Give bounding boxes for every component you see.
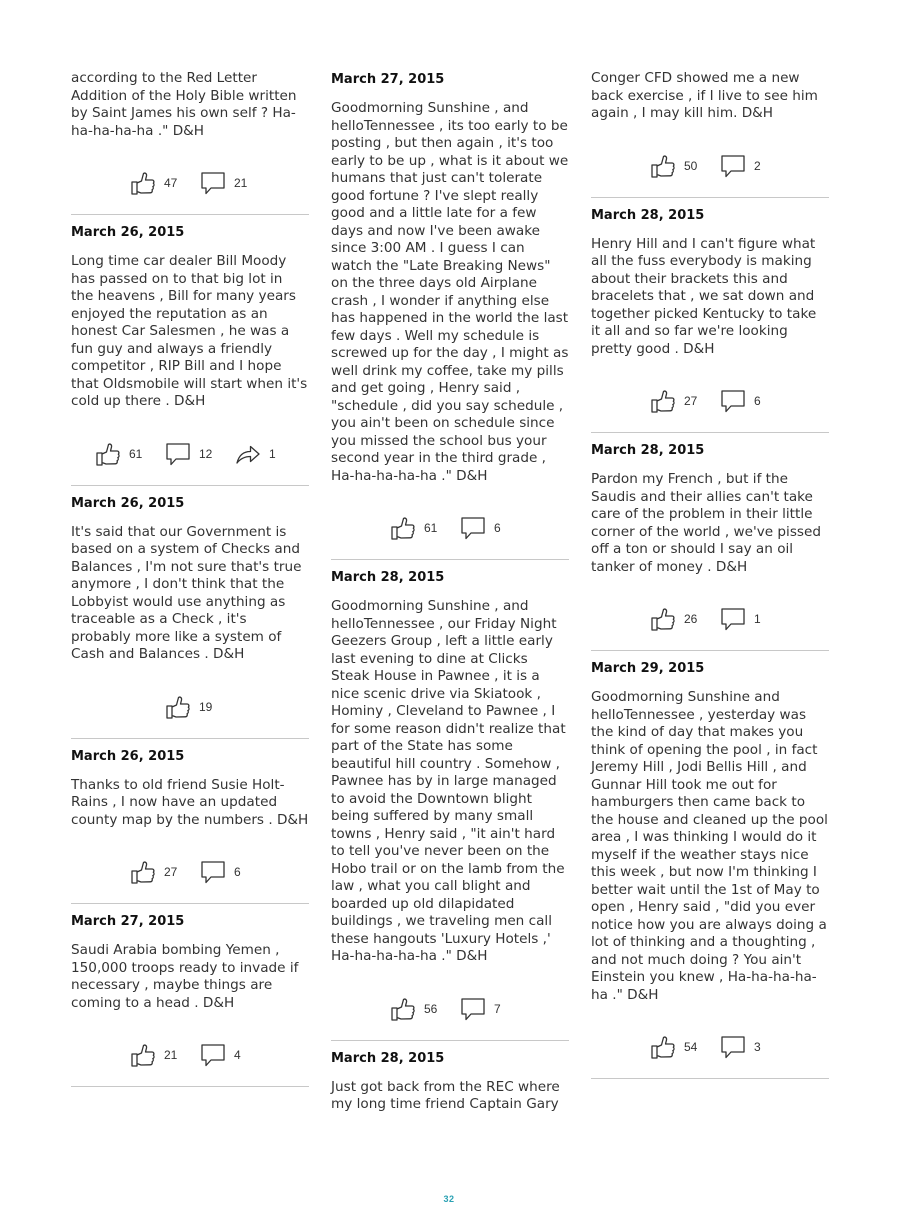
comment-button[interactable] <box>720 606 770 632</box>
like-count: 19 <box>199 699 213 714</box>
post <box>591 651 829 1079</box>
like-count: 54 <box>684 1040 698 1054</box>
comment-count: 1 <box>754 612 761 626</box>
thumbs-up-icon <box>650 1034 676 1060</box>
comment-button[interactable] <box>200 859 250 885</box>
like-count: 27 <box>164 865 178 879</box>
post <box>71 739 309 905</box>
comment-button[interactable] <box>720 1034 770 1060</box>
comment-count: 21 <box>234 176 248 190</box>
post-stats <box>71 1036 309 1074</box>
thumbs-up-icon <box>650 606 676 632</box>
post-stats <box>331 509 569 547</box>
post-date: March 28, 2015 <box>331 570 445 585</box>
comment-count: 4 <box>234 1048 241 1062</box>
thumbs-up-icon <box>650 153 676 179</box>
column-2 <box>331 62 569 1114</box>
thumbs-up-icon <box>390 515 416 541</box>
speech-bubble-icon <box>460 996 486 1022</box>
like-button[interactable] <box>95 441 145 467</box>
like-count: 27 <box>684 394 698 408</box>
comment-button[interactable] <box>460 996 510 1022</box>
post <box>71 486 309 739</box>
post-divider <box>591 1078 829 1079</box>
post-date: March 26, 2015 <box>71 225 185 240</box>
post <box>71 62 309 215</box>
comment-count: 3 <box>754 1040 761 1054</box>
comment-button[interactable] <box>720 388 770 414</box>
thumbs-up-icon <box>390 996 416 1022</box>
speech-bubble-icon <box>460 515 486 541</box>
like-button[interactable] <box>165 694 215 720</box>
post-stats <box>71 435 309 473</box>
post-body: It's said that our Government is based on a system of Checks and Balances , I'm not sure that's true anymore , I don't think that the Lobbyist would use anything as traceable as a Check , it's probably more like a system of Cash and Balances . D&H <box>71 523 302 662</box>
post <box>591 433 829 651</box>
post-body: according to the Red Letter Addition of the Holy Bible written by Saint James his own self ? Ha-ha-ha-ha-ha ." D&H <box>71 70 297 139</box>
speech-bubble-icon <box>720 1034 746 1060</box>
like-button[interactable] <box>130 859 180 885</box>
like-button[interactable] <box>650 606 700 632</box>
post-stats <box>591 147 829 185</box>
thumbs-up-icon <box>650 388 676 414</box>
comment-button[interactable] <box>200 1042 250 1068</box>
post <box>331 1041 569 1114</box>
like-count: 21 <box>164 1048 178 1062</box>
post-divider <box>71 1086 309 1087</box>
post-date: March 27, 2015 <box>71 914 185 929</box>
like-count: 26 <box>684 612 698 626</box>
comment-count: 2 <box>754 158 761 173</box>
post-stats <box>71 853 309 891</box>
speech-bubble-icon <box>720 606 746 632</box>
thumbs-up-icon <box>130 1042 156 1068</box>
like-count: 47 <box>164 176 178 190</box>
post-body: Conger CFD showed me a new back exercise , if I live to see him again , I may kill him. D&H <box>591 70 818 121</box>
speech-bubble-icon <box>720 388 746 414</box>
share-arrow-icon <box>235 441 261 467</box>
post-body: Just got back from the REC where my long time friend Captain Gary <box>331 1078 560 1112</box>
thumbs-up-icon <box>130 859 156 885</box>
post-date: March 26, 2015 <box>71 748 185 764</box>
post-body: Goodmorning Sunshine and helloTennessee , yesterday was the kind of day that makes you think of opening the pool , in fact Jeremy Hill , Jodi Bellis Hill , and Gunnar Hill took me out for hamburgers then came back to the house and cleaned up the pool area , I was thinking I would do it myself if the weather stays nice this week , but now I'm thinking I better wait until the 1st of May to open , Henry said , "did you ever notice how you are always doing a lot of thinking and a thoughting , and not much doing ? You ain't Einstein you knew , Ha-ha-ha-ha-ha ." D&H <box>591 689 828 1003</box>
comment-count: 6 <box>234 865 241 879</box>
post-body: Long time car dealer Bill Moody has passed on to that big lot in the heavens , Bill for many years enjoyed the reputation as an honest Car Salesmen , he was a fun guy and always a friendly competitor , RIP Bill and I hope that Oldsmobile will start when it's cold up there . D&H <box>71 253 308 409</box>
like-button[interactable] <box>390 996 440 1022</box>
post-stats <box>331 990 569 1028</box>
comment-count: 12 <box>199 446 213 461</box>
post <box>71 215 309 486</box>
share-button[interactable] <box>235 441 285 467</box>
post-stats <box>71 164 309 202</box>
thumbs-up-icon <box>165 694 191 720</box>
comment-button[interactable] <box>165 441 215 467</box>
like-button[interactable] <box>390 515 440 541</box>
thumbs-up-icon <box>130 170 156 196</box>
like-button[interactable] <box>130 1042 180 1068</box>
post-date: March 29, 2015 <box>591 661 705 676</box>
column-1 <box>71 62 309 1087</box>
like-count: 50 <box>684 158 698 173</box>
like-count: 61 <box>424 521 438 535</box>
post <box>591 62 829 198</box>
post <box>331 560 569 1041</box>
post-date: March 27, 2015 <box>331 72 445 87</box>
post-date: March 28, 2015 <box>591 207 705 223</box>
post-body: Thanks to old friend Susie Holt-Rains , I now have an updated county map by the numbers . D&H <box>71 776 309 828</box>
comment-count: 6 <box>754 394 761 408</box>
post <box>71 904 309 1087</box>
post-body: Goodmorning Sunshine , and helloTennessee , our Friday Night Geezers Group , left a little early last evening to dine at Clicks Steak House in Pawnee , it is a nice scenic drive via Skiatook , Hominy , Cleveland to Pawnee , I for some reason didn't realize that part of the State has some beautiful hill country . Somehow , Pawnee has by in large managed to avoid the Downtown blight being suffered by many small towns , Henry said , "it ain't hard to tell you've never been on the Hobo trail or on the lamb from the law , what you call blight and boarded up old dilapidated buildings , we traveling men call these hangouts 'Luxury Hotels ,' Ha-ha-ha-ha-ha ." D&H <box>331 598 566 964</box>
post-body: Henry Hill and I can't figure what all the fuss everybody is making about their brackets this and bracelets that , we sat down and together picked Kentucky to take it all and so far we're looking pretty good . D&H <box>591 235 817 357</box>
comment-count: 7 <box>494 1001 501 1016</box>
post-stats <box>591 1028 829 1066</box>
like-button[interactable] <box>130 170 180 196</box>
like-button[interactable] <box>650 153 700 179</box>
post <box>591 198 829 434</box>
like-count: 61 <box>129 446 143 461</box>
speech-bubble-icon <box>165 441 191 467</box>
post-date: March 26, 2015 <box>71 495 185 511</box>
post-date: March 28, 2015 <box>591 443 705 458</box>
comment-count: 6 <box>494 521 501 535</box>
like-button[interactable] <box>650 388 700 414</box>
comment-button[interactable] <box>200 170 250 196</box>
comment-button[interactable] <box>460 515 510 541</box>
page-number: 32 <box>443 1194 455 1204</box>
speech-bubble-icon <box>200 1042 226 1068</box>
post-stats <box>71 688 309 726</box>
thumbs-up-icon <box>95 441 121 467</box>
share-count: 1 <box>269 446 276 461</box>
speech-bubble-icon <box>200 859 226 885</box>
speech-bubble-icon <box>200 170 226 196</box>
post-body: Saudi Arabia bombing Yemen , 150,000 troops ready to invade if necessary , maybe things are coming to a head . D&H <box>71 942 299 1011</box>
post-stats <box>591 600 829 638</box>
comment-button[interactable] <box>720 153 770 179</box>
post-body: Goodmorning Sunshine , and helloTennessee , its too early to be posting , but then again , it's too early to be up , what is it about we humans that just can't tolerate good fortune ? I've slept really good and a little late for a few days and now I've been awake since 3:00 AM . I guess I can watch the "Late Breaking News" on the three days old Airplane crash , I wonder if anything else has happened in the world the last few days . Well my schedule is screwed up for the day , I might as well drink my coffee, take my pills and get going , Henry said , "schedule , did you say schedule , you ain't been on schedule since you missed the school bus your second year in the third grade , Ha-ha-ha-ha-ha ." D&H <box>331 100 569 484</box>
post <box>331 62 569 560</box>
like-count: 56 <box>424 1001 438 1016</box>
speech-bubble-icon <box>720 153 746 179</box>
column-3 <box>591 62 829 1079</box>
like-button[interactable] <box>650 1034 700 1060</box>
post-body: Pardon my French , but if the Saudis and their allies can't take care of the problem in their little corner of the world , we've pissed off a ton or should I say an oil tanker of money . D&H <box>591 471 821 575</box>
post-stats <box>591 382 829 420</box>
post-date: March 28, 2015 <box>331 1050 445 1066</box>
